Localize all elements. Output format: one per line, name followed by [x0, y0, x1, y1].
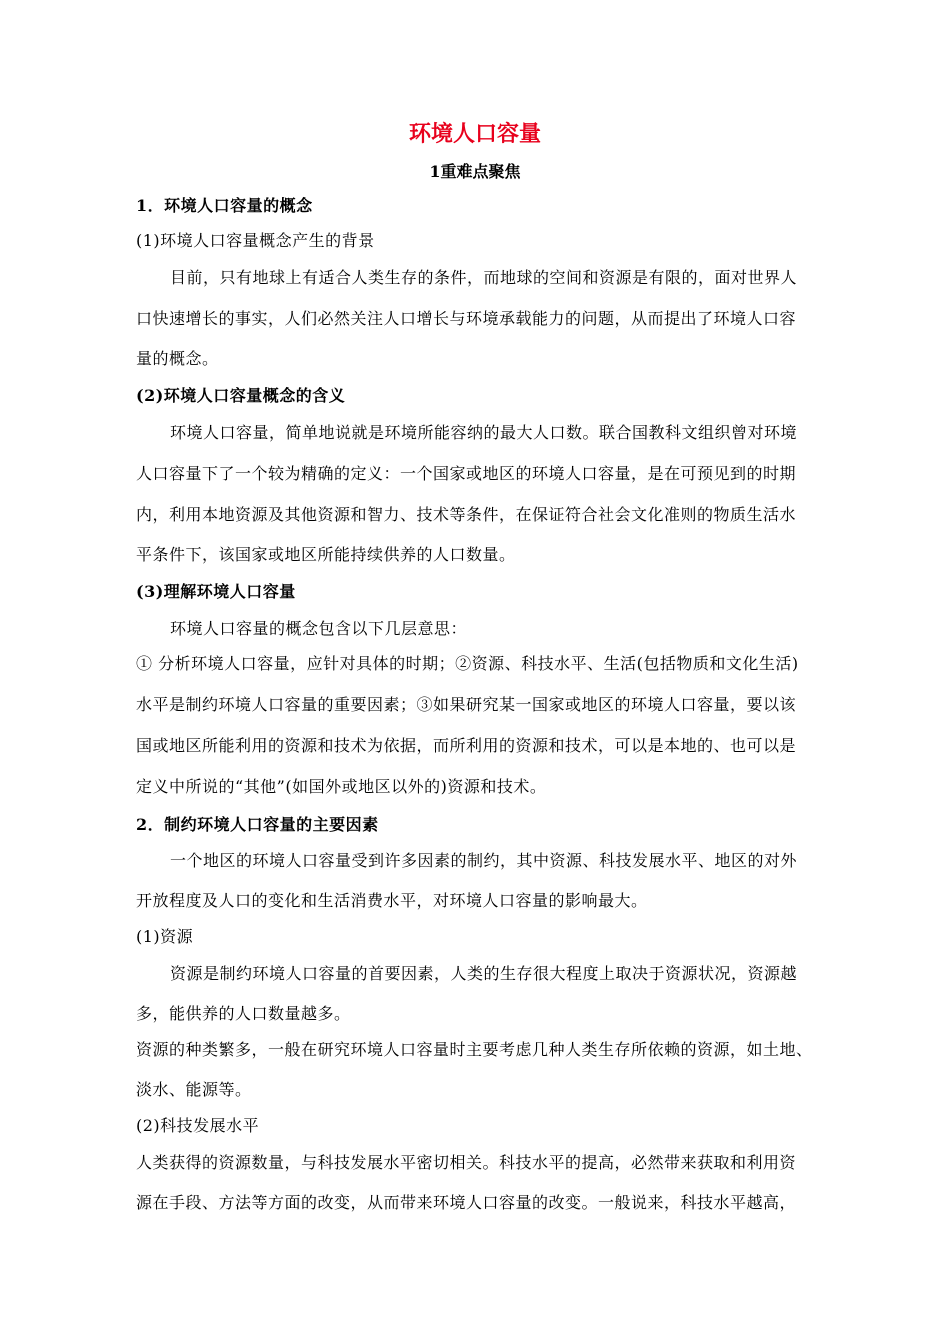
paragraph-line: 平条件下，该国家或地区所能持续供养的人口数量。 [136, 545, 516, 564]
document-title: 环境人口容量 [408, 122, 541, 147]
subheading-2-1: (1)资源 [136, 927, 194, 946]
paragraph-line: 口快速增长的事实，人们必然关注人口增长与环境承载能力的问题，从而提出了环境人口容 [136, 309, 797, 328]
paragraph-line: 水平是制约环境人口容量的重要因素；③如果研究某一国家或地区的环境人口容量，要以该 [136, 695, 797, 714]
paragraph-line: 多，能供养的人口数量越多。 [136, 1004, 351, 1023]
paragraph-line: 国或地区所能利用的资源和技术为依据，而所利用的资源和技术，可以是本地的、也可以是 [136, 736, 797, 755]
subheading-1-3: (3)理解环境人口容量 [136, 582, 296, 601]
paragraph-line: 内，利用本地资源及其他资源和智力、技术等条件，在保证符合社会文化准则的物质生活水 [136, 505, 797, 524]
section-heading-2: 2．制约环境人口容量的主要因素 [136, 815, 379, 834]
subheading-2-2: (2)科技发展水平 [136, 1116, 260, 1135]
paragraph-line: 源在手段、方法等方面的改变，从而带来环境人口容量的改变。一般说来，科技水平越高， [136, 1193, 797, 1212]
section-heading-1: 1．环境人口容量的概念 [136, 196, 313, 215]
paragraph-line: 资源是制约环境人口容量的首要因素，人类的生存很大程度上取决于资源状况，资源越 [170, 964, 798, 983]
paragraph-line: 一个地区的环境人口容量受到许多因素的制约，其中资源、科技发展水平、地区的对外 [170, 851, 798, 870]
paragraph-line: 定义中所说的“其他”(如国外或地区以外的)资源和技术。 [136, 777, 547, 796]
subheading-1-2: (2)环境人口容量概念的含义 [136, 386, 346, 405]
paragraph-line: 人类获得的资源数量，与科技发展水平密切相关。科技水平的提高，必然带来获取和利用资 [136, 1153, 797, 1172]
paragraph-line: 量的概念。 [136, 349, 219, 368]
paragraph-line: 环境人口容量的概念包含以下几层意思： [170, 619, 468, 638]
paragraph-line: 目前，只有地球上有适合人类生存的条件，而地球的空间和资源是有限的，面对世界人 [170, 268, 798, 287]
document-subtitle: 1重难点聚焦 [429, 162, 521, 181]
paragraph-line: 淡水、能源等。 [136, 1080, 252, 1099]
paragraph-line: 环境人口容量，简单地说就是环境所能容纳的最大人口数。联合国教科文组织曾对环境 [170, 423, 798, 442]
paragraph-line: 人口容量下了一个较为精确的定义：一个国家或地区的环境人口容量，是在可预见到的时期 [136, 464, 797, 483]
paragraph-line: ① 分析环境人口容量，应针对具体的时期；②资源、科技水平、生活(包括物质和文化生活) [136, 654, 799, 673]
paragraph-line: 开放程度及人口的变化和生活消费水平，对环境人口容量的影响最大。 [136, 891, 648, 910]
subheading-1-1: (1)环境人口容量概念产生的背景 [136, 231, 375, 250]
paragraph-line: 资源的种类繁多，一般在研究环境人口容量时主要考虑几种人类生存所依赖的资源，如土地、 [136, 1040, 813, 1059]
